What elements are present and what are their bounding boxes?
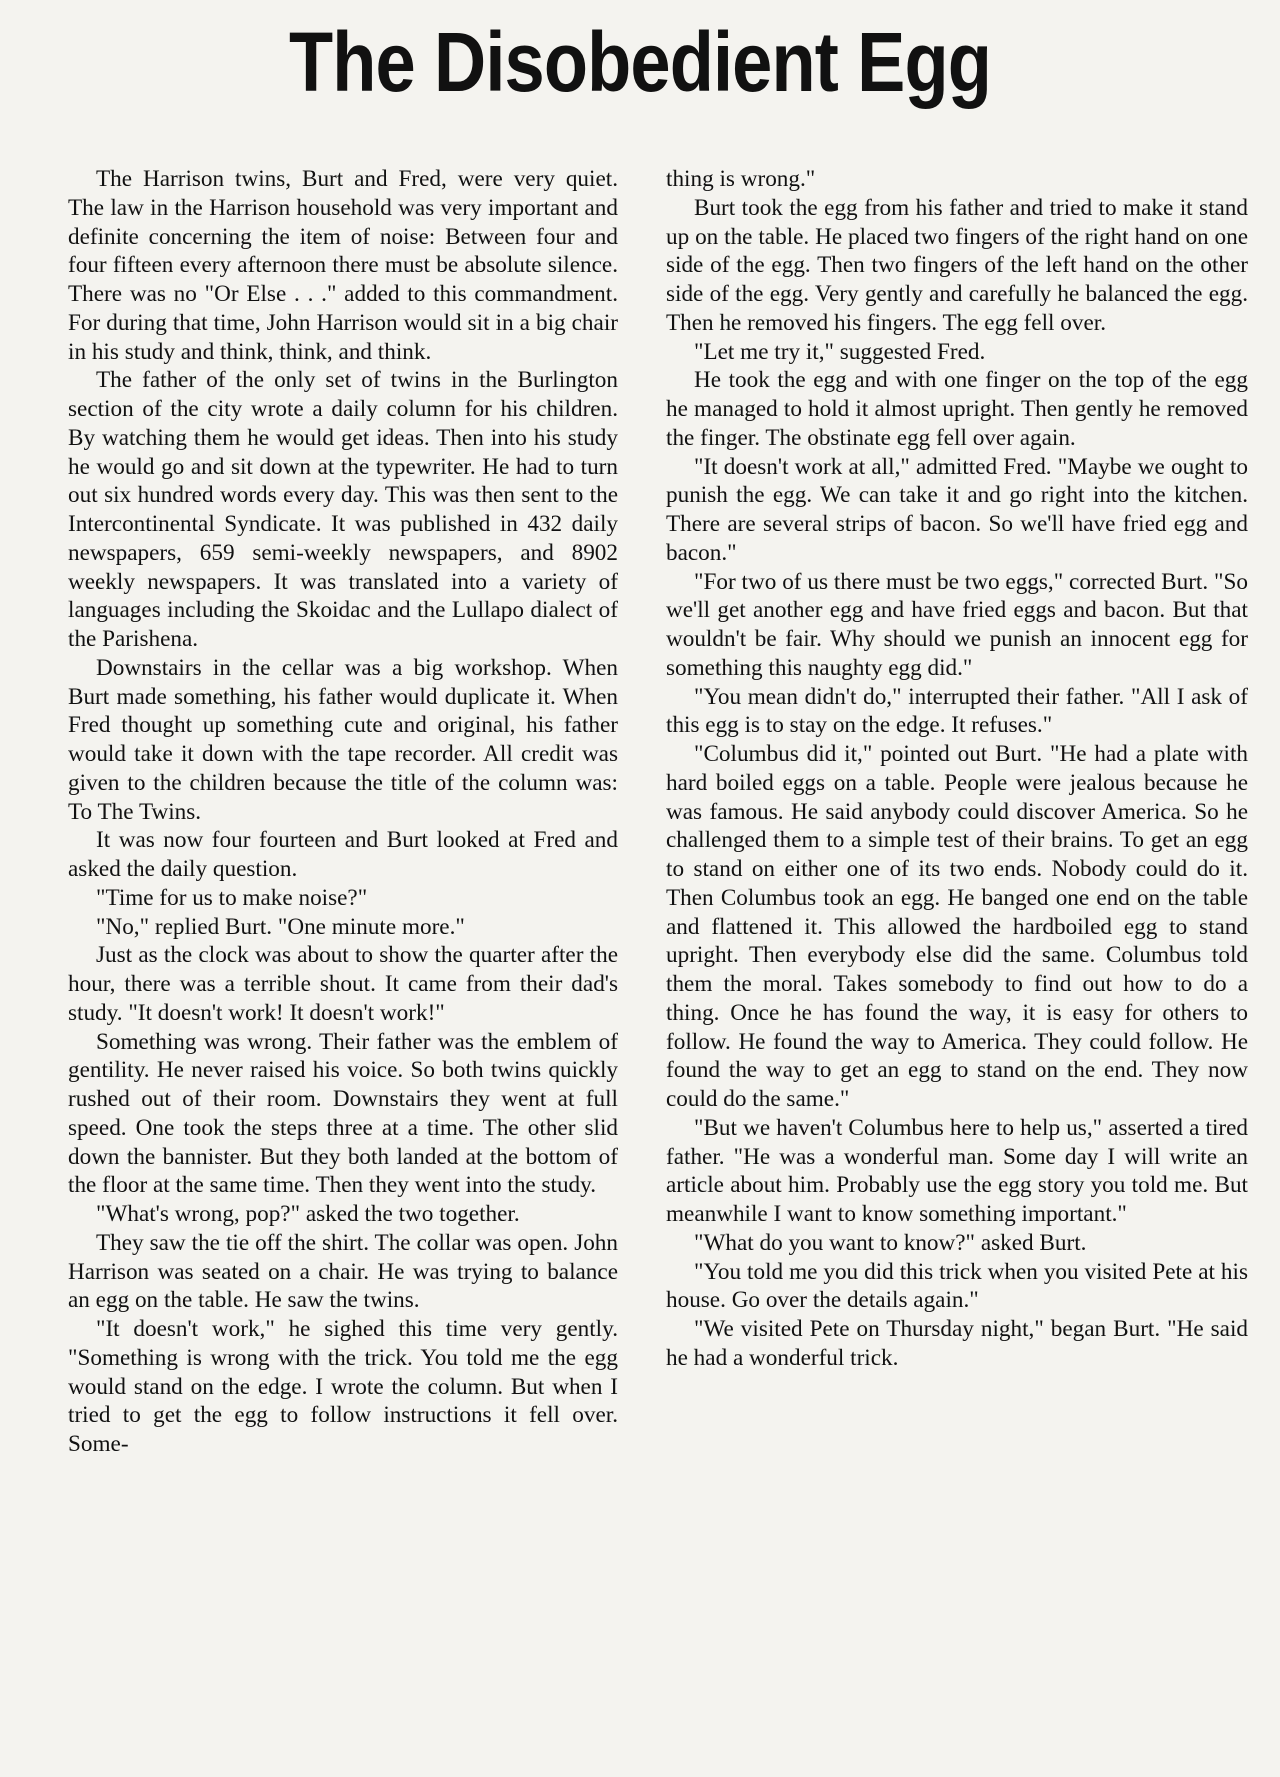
- paragraph: "But we haven't Columbus here to help us," asserted a tired father. "He was a wonderful man. Some day I will write an article about him. Probably use the egg story you told me. But meanwhile I want to know something important.": [666, 1114, 1248, 1227]
- left-column: [68, 165, 618, 1459]
- paragraph: "It doesn't work at all," admitted Fred. "Maybe we ought to punish the egg. We can take it and go right into the kitchen. There are several strips of bacon. So we'll have fried egg and bacon.": [666, 453, 1248, 566]
- paragraph: He took the egg and with one finger on the top of the egg he managed to hold it almost upright. Then gently he removed the finger. The obstinate egg fell over again.: [666, 367, 1248, 451]
- paragraph: "What do you want to know?" asked Burt.: [694, 1229, 1087, 1256]
- paragraph: "You mean didn't do," interrupted their father. "All I ask of this egg is to stay on the edge. It refuses.": [666, 683, 1248, 739]
- paragraph: "It doesn't work," he sighed this time very gently. "Something is wrong with the trick. You told me the egg would stand on the edge. I wrote the column. But when I tried to get the egg to follow instructions it fell over. Some-: [68, 1316, 618, 1457]
- paragraph: The father of the only set of twins in the Burlington section of the city wrote a daily column for his children. By watching them he would get ideas. Then into his study he would go and sit down at the typewriter. He had to turn out six hundred words every day. This was then sent to the Intercontinental Syndicate. It was published in 432 daily newspapers, 659 semi-weekly newspapers, and 8902 weekly newspapers. It was translated into a variety of languages including the Skoidac and the Lullapo dialect of the Parishena.: [68, 367, 618, 652]
- paragraph: Burt took the egg from his father and tried to make it stand up on the table. He placed two fingers of the right hand on one side of the egg. Then two fingers of the left hand on the other side of the egg. Very gently and carefully he balanced the egg. Then he removed his fingers. The egg fell over.: [666, 194, 1248, 336]
- paragraph: They saw the tie off the shirt. The collar was open. John Harrison was seated on a chair. He was trying to balance an egg on the table. He saw the twins.: [68, 1229, 618, 1314]
- paragraph: "You told me you did this trick when you visited Pete at his house. Go over the details again.": [666, 1258, 1248, 1314]
- paragraph: "Time for us to make noise?": [96, 884, 368, 911]
- paragraph: It was now four fourteen and Burt looked at Fred and asked the daily question.: [68, 827, 618, 882]
- paragraph: Downstairs in the cellar was a big workshop. When Burt made something, his father would duplicate it. When Fred thought up something cute and original, his father would take it down with the tape recorder. All credit was given to the children because the title of the column was: To The Twins.: [68, 654, 618, 825]
- paragraph: The Harrison twins, Burt and Fred, were very quiet. The law in the Harrison household was very important and definite concerning the item of noise: Between four and four fifteen every afternoon there must be absolute silence. There was no "Or Else . . ." added to this commandment. For during that time, John Harrison would sit in a big chair in his study and think, think, and think.: [68, 166, 618, 365]
- paragraph: "What's wrong, pop?" asked the two together.: [96, 1201, 520, 1227]
- paragraph: thing is wrong.": [666, 166, 816, 192]
- paragraph: "For two of us there must be two eggs," corrected Burt. "So we'll get another egg and have fried eggs and bacon. But that wouldn't be fair. Why should we punish an innocent egg for something this naughty egg did.": [666, 568, 1248, 681]
- paragraph: "We visited Pete on Thursday night," began Burt. "He said he had a wonderful trick.: [666, 1316, 1248, 1371]
- paragraph: "Let me try it," suggested Fred.: [694, 338, 986, 365]
- right-column: [666, 165, 1248, 1373]
- paragraph: Something was wrong. Their father was the emblem of gentility. He never raised his voice. So both twins quickly rushed out of their room. Downstairs they went at full speed. One took the steps three at a time. The other slid down the bannister. But they both landed at the bottom of the floor at the same time. Then they went into the study.: [68, 1028, 618, 1199]
- paragraph: "No," replied Burt. "One minute more.": [96, 913, 465, 940]
- paragraph: "Columbus did it," pointed out Burt. "He had a plate with hard boiled eggs on a table. People were jealous because he was famous. He said anybody could discover America. So he challenged them to a simple test of their brains. To get an egg to stand on either one of its two ends. Nobody could do it. Then Columbus took an egg. He banged one end on the table and flattened it. This allowed the hardboiled egg to stand upright. Then everybody else did the same. Columbus told them the moral. Takes somebody to find out how to do a thing. Once he has found the way, it is easy for others to follow. He found the way to America. They could follow. He found the way to get an egg to stand on the end. They now could do the same.": [666, 741, 1248, 1112]
- paragraph: Just as the clock was about to show the quarter after the hour, there was a terrible shout. It came from their dad's study. "It doesn't work! It doesn't work!": [68, 942, 618, 1026]
- article-title: The Disobedient Egg: [288, 15, 992, 109]
